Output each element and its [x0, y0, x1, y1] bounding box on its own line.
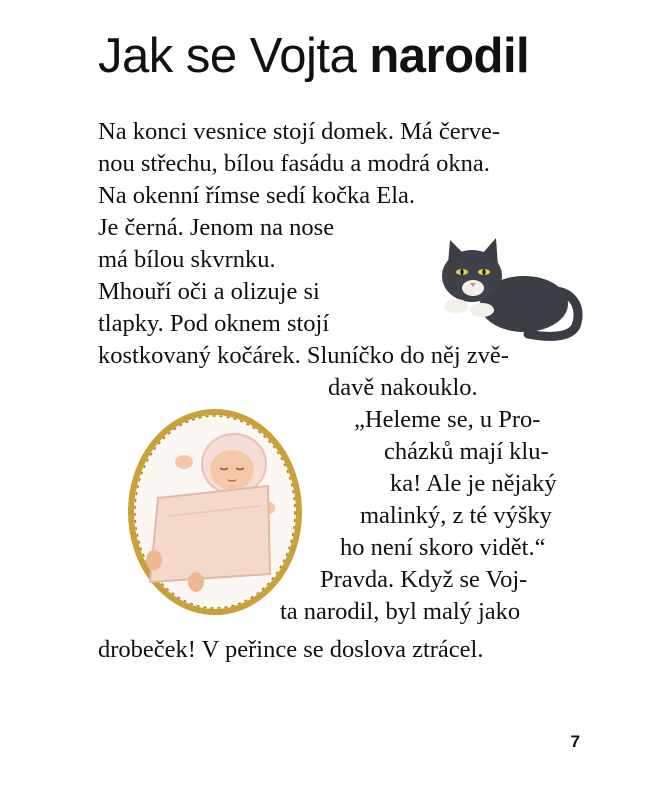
story-line: cházků mají klu-: [384, 438, 549, 465]
story-line: má bílou skvrnku.: [98, 246, 276, 273]
story-line: malinký, z té výšky: [360, 502, 552, 529]
story-line: Mhouří oči a olizuje si: [98, 278, 320, 305]
story-line: ho není skoro vidět.“: [340, 534, 546, 561]
story-line: tlapky. Pod oknem stojí: [98, 310, 330, 337]
story-line: „Heleme se, u Pro-: [354, 406, 541, 433]
title-bold: narodil: [369, 29, 530, 83]
story-line: Na okenní římse sedí kočka Ela.: [98, 182, 416, 209]
story-line: kostkovaný kočárek. Sluníčko do něj zvě-: [98, 342, 509, 369]
story-line: drobeček! V peřince se doslova ztrácel.: [98, 636, 484, 663]
story-line: ta narodil, byl malý jako: [280, 598, 521, 625]
page-title: [98, 30, 529, 84]
story-line: ka! Ale je nějaký: [390, 470, 557, 497]
baby-in-basket-illustration: [120, 406, 310, 618]
cat-illustration: [436, 234, 586, 344]
title-regular: Jak se Vojta: [98, 29, 370, 83]
page-number: 7: [570, 732, 580, 751]
story-line: nou střechu, bílou fasádu a modrá okna.: [98, 150, 490, 177]
story-line: davě nakouklo.: [328, 374, 478, 401]
story-line: Pravda. Když se Voj-: [320, 566, 528, 593]
story-line: Na konci vesnice stojí domek. Má červe-: [98, 118, 501, 145]
story-line: Je černá. Jenom na nose: [98, 214, 335, 241]
